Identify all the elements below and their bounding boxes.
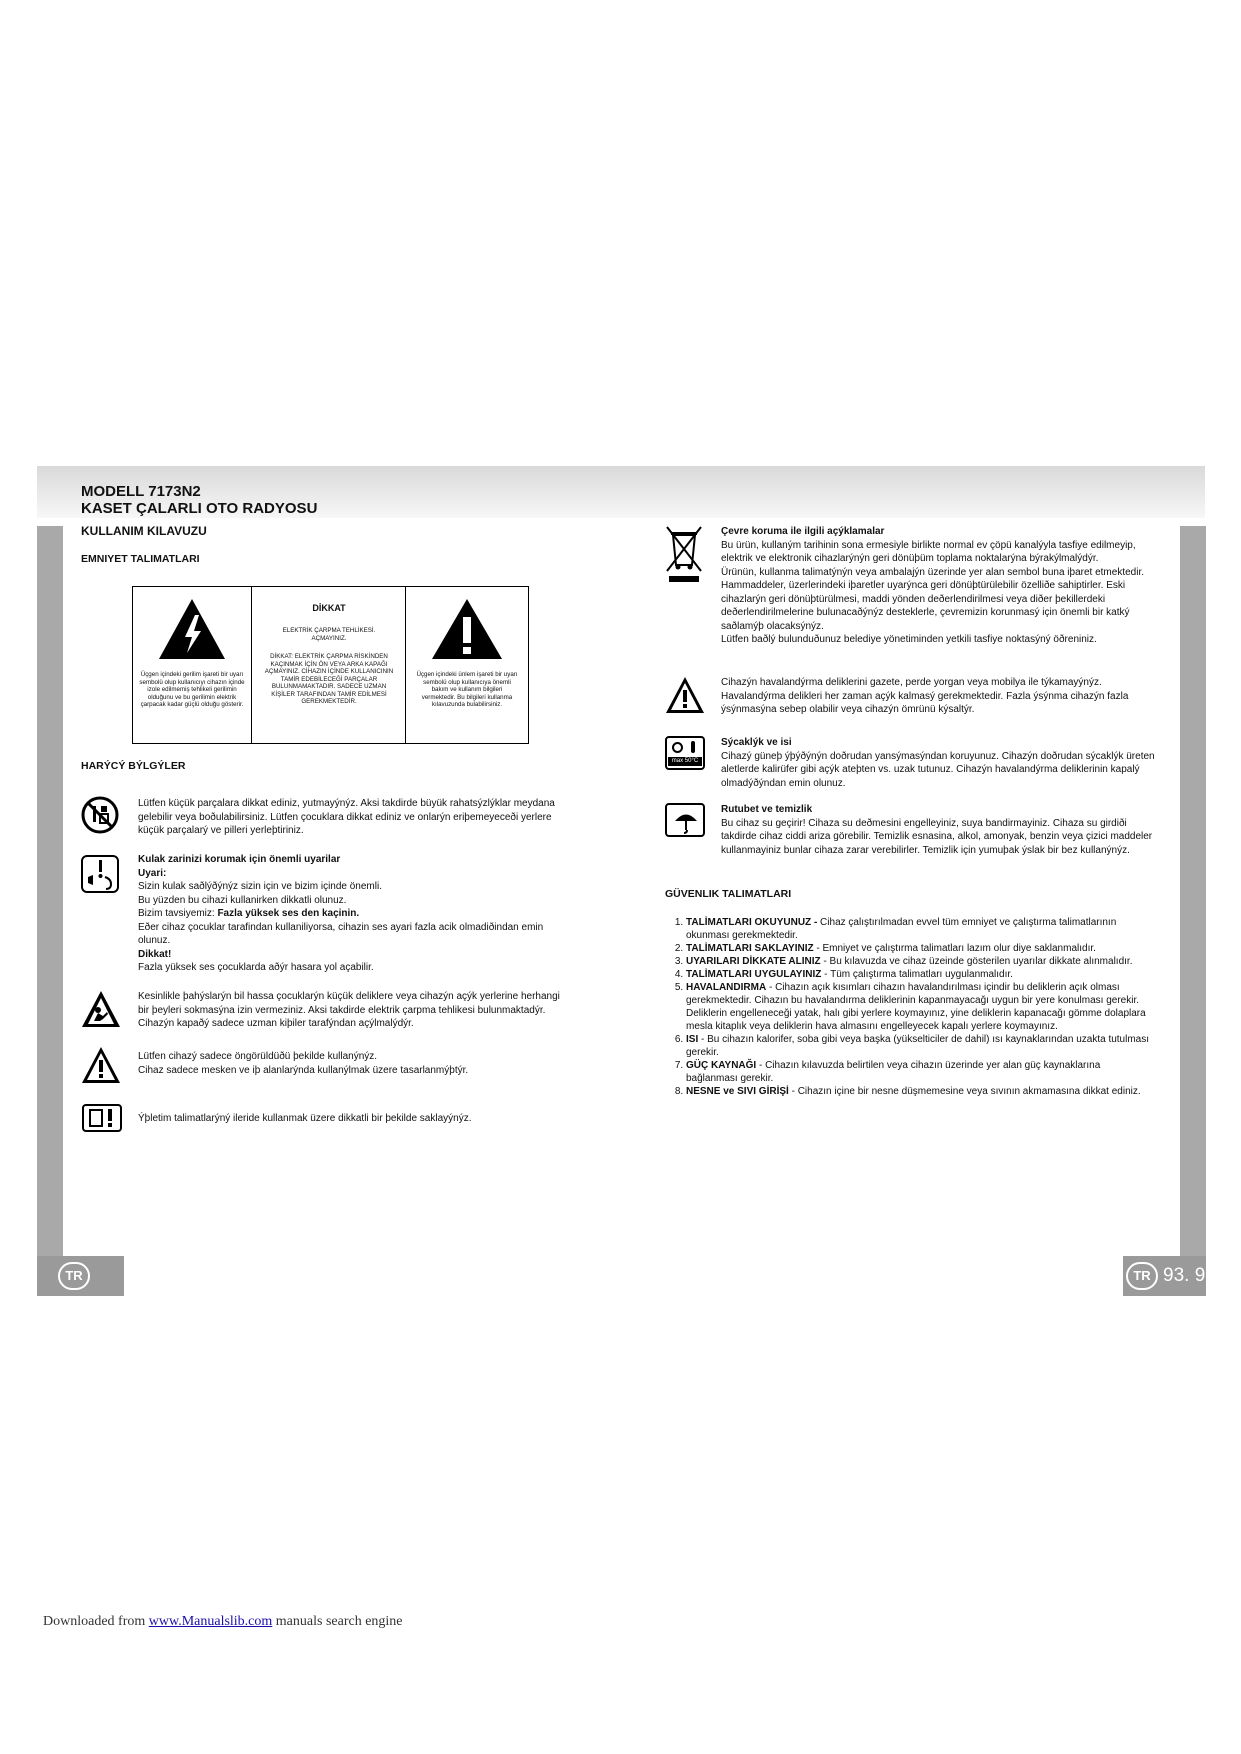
lightning-warning-icon xyxy=(157,597,227,661)
left-margin-bar xyxy=(37,526,63,1266)
safety-item: 6. ISI - Bu cihazın kalorifer, soba gibi veya başka (yükselticiler de dahil) ısı kaynaklarından uzakta tutulması gerekir. xyxy=(686,1033,1152,1059)
max-temp-label: max 50°C xyxy=(668,757,702,766)
moisture-block xyxy=(721,803,1161,857)
warning-right-panel xyxy=(406,587,528,743)
manual-title: KULLANIM KILAVUZU xyxy=(81,524,207,538)
vent-text: Cihazýn havalandýrma deliklerini gazete, perde yorgan veya mobilya ile týkamayýnýz. Havalandýrma delikleri her zaman açýk kalmasý gerekmektedir. Fazla ýsýnma cihazýn fazla ýsýnmasýna sebep olabilir veya cihazýn ömrünü kýsaltýr. xyxy=(721,677,1129,715)
ear-line3-prefix: Bizim tavsiyemiz: xyxy=(138,908,218,919)
env-block xyxy=(721,525,1161,647)
language-badge-right: TR xyxy=(1126,1262,1158,1290)
ear-warn-label: Uyari: xyxy=(138,867,167,879)
item-usage-block xyxy=(138,1050,568,1077)
safety-item: 5. HAVALANDIRMA - Cihazın açık kısımları cihazın havalandırılması içindir bu deliklerin açık olması gerekmektedir. Cihazın bu havalandırma deliklerinin kapanmayacağı uygun bir yere konulması gerekir. Deliklerin engelleneceği yatak, halı gibi yerlere koymayınız, yine deliklerin kapanacağı gömme dolaplara mesla kitaplık veya deliklerin hava almasını engelleyecek kapalı yerlere koymayınız. xyxy=(686,981,1152,1033)
section-harici: HARÝCÝ BÝLGÝLER xyxy=(81,760,186,772)
heat-block xyxy=(721,736,1161,790)
download-prefix: Downloaded from xyxy=(43,1614,149,1629)
warning-middle-panel xyxy=(252,587,406,743)
footer-left-band xyxy=(37,1256,124,1296)
item-openings-text: Kesinlikle þahýslarýn bil hassa çocuklarýn küçük deliklere veya cihazýn açýk yerlerine herhangi bir þeyleri sokmasýna izin vermeziniz. Aksi takdirde elektrik çarpma tehlikesi bulunmaktadýr. Cihazýn kapaðý sadece uzman kiþiler tarafýndan açýlmalýdýr. xyxy=(138,991,560,1029)
caution-triangle-icon xyxy=(81,1046,121,1084)
ear-line3-bold: Fazla yüksek ses den kaçinin. xyxy=(217,908,360,919)
ear-line1: Sizin kulak saðlýðýnýz sizin için ve bizim içinde önemli. xyxy=(138,881,382,892)
ventilation-warning-icon xyxy=(665,676,705,714)
no-small-parts-icon xyxy=(81,796,119,834)
safety-item: 2. TALİMATLARI SAKLAYINIZ - Emniyet ve çalıştırma talimatları lazım olur diye saklanmalıdır. xyxy=(686,942,1152,955)
language-badge-left: TR xyxy=(58,1262,90,1290)
ear-line3 xyxy=(138,907,578,921)
manualslib-link[interactable]: www.Manualslib.com xyxy=(148,1614,273,1629)
warning-middle-text1: ELEKTRİK ÇARPMA TEHLİKESİ. AÇMAYINIZ. xyxy=(282,627,376,642)
item-small-parts-text: Lütfen küçük parçalara dikkat ediniz, yutmayýnýz. Aksi takdirde büyük rahatsýzlýklar meydana gelebilir veya boðulabilirsiniz. Lütfen çocuklara dikkat ediniz ve onlarýn eriþemeyeceði yerlere küçük parçalarý ve pilleri yerleþtiriniz. xyxy=(138,798,555,836)
moisture-text: Bu cihaz su geçirir! Cihaza su deðmesini engelleyiniz, suya bandirmayiniz. Cihaza su girdiði takdirde cihaz ciddi ariza görebilir. Temizlik esnasina, alkol, amonyak, benzin veya çizici maddeler kullanmayiniz bunlar cihaza zarar verebilirler. Temizlik için yumuþak ýslak bir bez kullanýnýz. xyxy=(721,817,1153,856)
warning-right-text: Üçgen içindeki ünlem işareti bir uyarı sembolü olup kullanıcıya önemli bakım ve kullanım bilgileri vermektedir. Bu bilgileri kullanma kılavuzunda bulabilirsiniz. xyxy=(416,671,518,708)
model-title: MODELL 7173N2 xyxy=(81,483,201,500)
right-margin-bar xyxy=(1180,526,1206,1266)
ear-caution: Dikkat! xyxy=(138,948,172,960)
item-ear-block xyxy=(138,853,578,975)
usage-line1: Lütfen cihazý sadece öngörüldüðü þekilde kullanýnýz. xyxy=(138,1051,378,1062)
manual-book-icon xyxy=(81,1103,123,1133)
download-note xyxy=(43,1614,403,1630)
sun-icon xyxy=(672,742,683,753)
thermometer-icon xyxy=(691,741,695,753)
ear-line6: Fazla yüksek ses çocuklarda aðýr hasara yol açabilir. xyxy=(138,962,374,973)
env-paragraph2: Ürünün, kullanma talimatýnýn veya ambalajýn üzerinde yer alan sembol buna iþaret etmektedir. Hammaddeler, üzerlerindeki iþaretler uyarýnca geri dönüþtürülebilir özelliðe sahiptirler. Eski cihazlarýn geri dönüþtürülmesi, maddi yönden deðerlendirilmesi veya diðer þekillerdeki deðerlendirilmelerine bulunacaðýnýz desteklerle, çevremizin korunmasý için önemli bir katký saðlamýþ olacaksýnýz. xyxy=(721,566,1145,632)
env-title: Çevre koruma ile ilgili açýklamalar xyxy=(721,526,885,537)
ear-line2: Bu yüzden bu cihazi kullanirken dikkatli olunuz. xyxy=(138,894,347,906)
env-paragraph3: Lütfen baðlý bulunduðunuz belediye yönetiminden yetkili tasfiye noktasýný öðreniniz. xyxy=(721,634,1097,645)
heat-title: Sýcaklýk ve isi xyxy=(721,737,792,748)
child-hazard-icon xyxy=(81,990,121,1028)
moisture-title: Rutubet ve temizlik xyxy=(721,804,813,815)
temperature-icon xyxy=(665,736,705,770)
product-title: KASET ÇALARLI OTO RADYOSU xyxy=(81,500,318,517)
page-number: 93. 9 xyxy=(1163,1265,1206,1286)
heat-text: Cihazý güneþ ýþýðýnýn doðrudan yansýmasýndan koruyunuz. Cihazýn doðrudan sýcaklýk üreten aletlerde kalirüfer gibi açýk ateþten vs. uzak tutunuz. Cihazýn havalandýrma deliklerinin kapalý olmadýðýndan emin olunuz. xyxy=(721,750,1155,789)
safety-item: 4. TALİMATLARI UYGULAYINIZ - Tüm çalıştırma talimatları uygulanmalıdır. xyxy=(686,968,1152,981)
warning-middle-text2: DİKKAT: ELEKTRİK ÇARPMA RİSKİNDEN KAÇINMAK İÇİN ÖN VEYA ARKA KAPAĞI AÇMAYINIZ. CİHAZIN İÇİNDE KULLANICININ TAMİR EDEBİLECEĞİ PARÇALAR BULUNMAMAKTADIR. SADECE UZMAN KİŞİLER TARAFINDAN TAMİR EDİLMESİ GEREKMEKTEDİR. xyxy=(264,653,394,705)
warning-left-text: Üçgen içindeki gerilim işareti bir uyarı sembolü olup kullanıcıyı cihazın içinde izole edilmemiş tehlikeli gerilimin olduğunu ve bu gerilimin elektrik çarpacak kadar güçlü olduğu gösterir. xyxy=(139,671,245,708)
usage-line2: Cihaz sadece mesken ve iþ alanlarýnda kullanýlmak üzere tasarlanmýþtýr. xyxy=(138,1064,469,1076)
safety-item: 8. NESNE ve SIVI GİRİŞİ - Cihazın içine bir nesne düşmemesine veya sıvının akmamasına dikkat ediniz. xyxy=(686,1085,1152,1098)
weee-bin-icon xyxy=(665,525,703,583)
section-guvenlik: GÜVENLIK TALIMATLARI xyxy=(665,888,792,900)
safety-item: 7. GÜÇ KAYNAĞI - Cihazın kılavuzda belirtilen veya cihazın üzerinde yer alan güç kaynaklarına bağlanması gerekir. xyxy=(686,1059,1152,1085)
ear-warning-icon xyxy=(81,855,119,893)
section-emniyet: EMNIYET TALIMATLARI xyxy=(81,553,200,565)
exclamation-warning-icon xyxy=(430,597,504,661)
item-keep-manual-text: Ýþletim talimatlarýný ileride kullanmak üzere dikkatli bir þekilde saklayýnýz. xyxy=(138,1113,472,1124)
env-paragraph1: Bu ürün, kullaným tarihinin sona ermesiyle birlikte normal ev çöpü kanalýyla tasfiye edilmeyip, elektrik ve elektronik cihazlarýnýn geri dönüþüm toplama noktalarýna býrakýlmalýdýr. xyxy=(721,539,1136,564)
ear-line4: Eðer cihaz çocuklar tarafindan kullaniliyorsa, cihazin ses ayari fazla acik olmadiðindan emin olunuz. xyxy=(138,921,544,946)
safety-item: 3. UYARILARI DİKKATE ALINIZ - Bu kılavuzda ve cihaz üzeinde gösterilen uyarılar dikkate alınmalıdır. xyxy=(686,955,1152,968)
safety-list xyxy=(666,916,1152,1098)
download-suffix: manuals search engine xyxy=(272,1614,403,1629)
safety-item: 1. TALİMATLARI OKUYUNUZ - Cihaz çalıştırılmadan evvel tüm emniyet ve çalıştırma talimatlarının okunması gerekmektedir. xyxy=(686,916,1152,942)
footer-right-band xyxy=(1123,1256,1206,1296)
warning-title: DİKKAT xyxy=(312,603,346,613)
warning-box xyxy=(132,586,529,744)
umbrella-icon xyxy=(673,808,699,834)
moisture-icon xyxy=(665,803,705,837)
warning-left-panel xyxy=(133,587,252,743)
ear-title: Kulak zarinizi korumak için önemli uyarilar xyxy=(138,854,341,865)
